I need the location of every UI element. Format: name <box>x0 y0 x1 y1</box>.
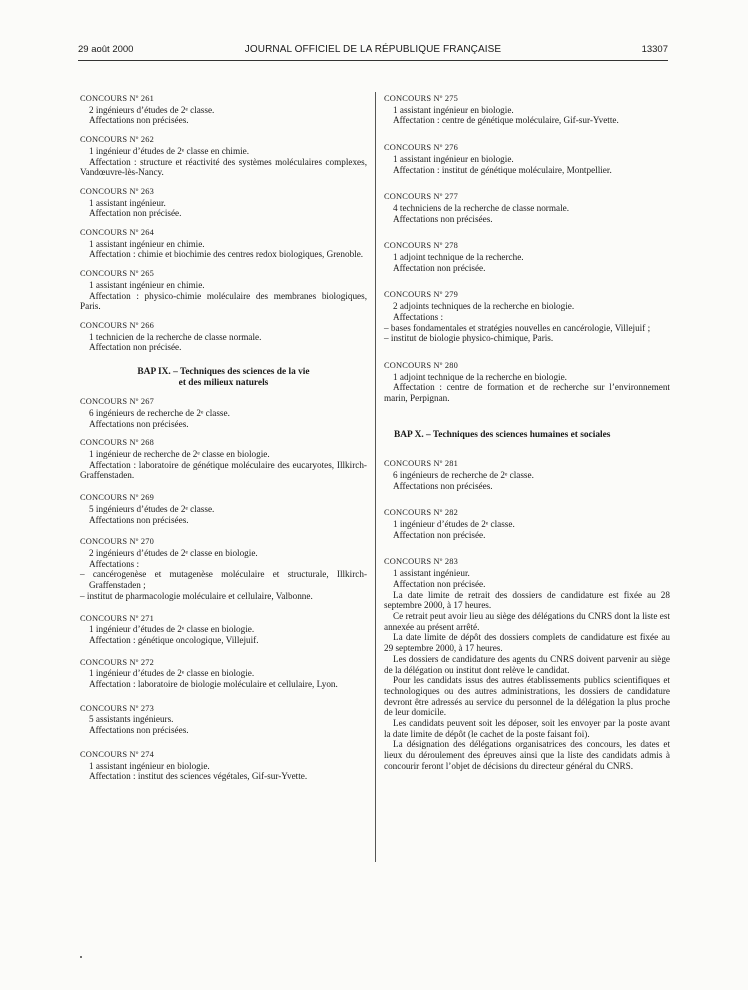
concours-title: CONCOURS Nº 268 <box>80 438 155 448</box>
post-count: 5 assistants ingénieurs. <box>89 714 174 725</box>
closing-provisions <box>384 590 670 772</box>
assignment-item: – institut de biologie physico-chimique, Paris. <box>384 333 554 344</box>
paragraph: La désignation des délégations organisatrices des concours, les dates et lieux du déroulement des épreuves ainsi que la liste des candidats admis à concourir feront l’objet de décisions du directeur général du CNRS. <box>384 739 670 771</box>
assignment: Affectation non précisée. <box>393 529 486 540</box>
assignment: Affectation : génétique oncologique, Villejuif. <box>89 634 259 645</box>
assignment: Affectation : laboratoire de génétique moléculaire des eucaryotes, Illkirch-Graffenstaden. <box>80 459 367 481</box>
concours-title: CONCOURS Nº 272 <box>80 657 155 667</box>
assignment: Affectations non précisées. <box>89 115 189 126</box>
concours-261 <box>80 94 367 126</box>
assignment: Affectations non précisées. <box>89 725 189 736</box>
post-count: 6 ingénieurs de recherche de 2ᵉ classe. <box>393 469 534 480</box>
assignment: Affectation : institut de génétique moléculaire, Montpellier. <box>393 164 612 175</box>
post-count: 1 assistant ingénieur en biologie. <box>89 760 210 771</box>
concours-title: CONCOURS Nº 281 <box>384 459 459 469</box>
post-count: 5 ingénieurs d’études de 2ᵉ classe. <box>89 503 215 514</box>
post-count: 1 adjoint technique de la recherche en biologie. <box>393 371 567 382</box>
concours-282 <box>384 508 670 540</box>
right-column <box>384 94 670 772</box>
concours-title: CONCOURS Nº 269 <box>80 493 155 503</box>
post-count: 1 assistant ingénieur. <box>393 568 470 579</box>
assignment-label: Affectations : <box>89 558 140 569</box>
assignment: Affectation : institut des sciences végétales, Gif-sur-Yvette. <box>89 771 308 782</box>
post-count: 1 assistant ingénieur. <box>89 197 166 208</box>
concours-278 <box>384 241 670 273</box>
assignment: Affectation : centre de formation et de recherche sur l’environnement marin, Perpignan. <box>384 382 670 404</box>
concours-title: CONCOURS Nº 279 <box>384 290 459 300</box>
concours-266 <box>80 321 367 353</box>
concours-title: CONCOURS Nº 273 <box>80 703 155 713</box>
concours-title: CONCOURS Nº 263 <box>80 186 155 196</box>
concours-title: CONCOURS Nº 262 <box>80 135 155 145</box>
concours-274 <box>80 750 367 782</box>
concours-title: CONCOURS Nº 278 <box>384 241 459 251</box>
concours-title: CONCOURS Nº 274 <box>80 749 155 759</box>
post-count: 1 technicien de la recherche de classe normale. <box>89 331 262 342</box>
paragraph: Les candidats peuvent soit les déposer, soit les envoyer par la poste avant la date limite de dépôt (le cachet de la poste faisant foi). <box>384 718 670 739</box>
assignment-item: – cancérogenèse et mutagenèse moléculaire et structurale, Illkirch-Graffenstaden ; <box>80 569 367 591</box>
bap-ix-heading: BAP IX. – Techniques des sciences de la vie <box>137 367 310 378</box>
assignment-label: Affectations : <box>393 311 444 322</box>
page-header <box>78 44 668 60</box>
paragraph: Pour les candidats issus des autres établissements publics scientifiques et technologiques ou des autres administrations, les dossiers de candidature devront être adressés au service du personnel de la délégation la plus proche de leur domicile. <box>384 675 670 718</box>
post-count: 1 ingénieur d’études de 2ᵉ classe. <box>393 519 515 530</box>
header-rule <box>78 60 668 61</box>
concours-262 <box>80 135 367 178</box>
assignment-item: – institut de pharmacologie moléculaire et cellulaire, Valbonne. <box>80 590 313 601</box>
concours-264 <box>80 228 367 260</box>
concours-title: CONCOURS Nº 271 <box>80 613 155 623</box>
assignment-item: – bases fondamentales et stratégies nouvelles en cancérologie, Villejuif ; <box>384 322 651 333</box>
assignment: Affectation non précisée. <box>89 342 182 353</box>
post-count: 1 assistant ingénieur en chimie. <box>89 238 205 249</box>
concours-270 <box>80 537 367 601</box>
post-count: 1 assistant ingénieur en biologie. <box>393 104 514 115</box>
concours-279 <box>384 290 670 344</box>
post-count: 2 ingénieurs d’études de 2ᵉ classe en biologie. <box>89 547 258 558</box>
paragraph: Ce retrait peut avoir lieu au siège des délégations du CNRS dont la liste est annexée au présent arrêté. <box>384 610 670 632</box>
post-count: 2 ingénieurs d’études de 2ᵉ classe. <box>89 104 215 115</box>
assignment: Affectations non précisées. <box>89 418 189 429</box>
paragraph: La date limite de dépôt des dossiers complets de candidature est fixée au 29 septembre 2000, à 17 heures. <box>384 632 670 654</box>
concours-273 <box>80 704 367 736</box>
concours-283 <box>384 557 670 589</box>
concours-271 <box>80 614 367 646</box>
assignment: Affectation non précisée. <box>393 578 486 589</box>
assignment: Affectations non précisées. <box>393 213 493 224</box>
concours-title: CONCOURS Nº 280 <box>384 360 459 370</box>
header-date: 29 août 2000 <box>78 44 134 55</box>
assignment: Affectation : laboratoire de biologie moléculaire et cellulaire, Lyon. <box>89 679 338 690</box>
assignment: Affectation : chimie et biochimie des centres redox biologiques, Grenoble. <box>89 249 364 260</box>
concours-263 <box>80 187 367 219</box>
post-count: 1 ingénieur de recherche de 2ᵉ classe en biologie. <box>89 449 270 460</box>
concours-277 <box>384 192 670 224</box>
concours-269 <box>80 493 367 525</box>
concours-268 <box>80 438 367 481</box>
concours-title: CONCOURS Nº 276 <box>384 143 459 153</box>
concours-title: CONCOURS Nº 264 <box>80 228 155 238</box>
column-divider <box>375 92 376 862</box>
concours-title: CONCOURS Nº 277 <box>384 192 459 202</box>
page-number: 13307 <box>641 44 668 55</box>
concours-title: CONCOURS Nº 261 <box>80 94 155 103</box>
post-count: 1 ingénieur d’études de 2ᵉ classe en chimie. <box>89 145 250 156</box>
assignment: Affectations non précisées. <box>89 514 189 525</box>
post-count: 2 adjoints techniques de la recherche en biologie. <box>393 301 575 312</box>
concours-title: CONCOURS Nº 270 <box>80 537 155 547</box>
concours-275 <box>384 94 670 126</box>
concours-title: CONCOURS Nº 282 <box>384 508 459 518</box>
post-count: 1 adjoint technique de la recherche. <box>393 252 524 263</box>
post-count: 1 ingénieur d’études de 2ᵉ classe en biologie. <box>89 668 255 679</box>
concours-title: CONCOURS Nº 267 <box>80 397 155 407</box>
post-count: 1 ingénieur d’études de 2ᵉ classe en biologie. <box>89 624 255 635</box>
concours-267 <box>80 397 367 429</box>
scan-speck <box>80 956 82 958</box>
assignment: Affectation non précisée. <box>89 208 182 219</box>
assignment: Affectation : structure et réactivité des systèmes moléculaires complexes, Vandœuvre-lès-Nancy. <box>80 156 367 178</box>
paragraph: La date limite de retrait des dossiers de candidature est fixée au 28 septembre 2000, à 17 heures. <box>384 589 670 611</box>
assignment: Affectation : physico-chimie moléculaire des membranes biologiques, Paris. <box>80 290 367 312</box>
concours-title: CONCOURS Nº 265 <box>80 269 155 279</box>
journal-title: JOURNAL OFFICIEL DE LA RÉPUBLIQUE FRANÇAISE <box>244 44 502 55</box>
post-count: 1 assistant ingénieur en chimie. <box>89 279 205 290</box>
paragraph: Les dossiers de candidature des agents du CNRS doivent parvenir au siège de la délégation ou institut dont relève le candidat. <box>384 653 670 675</box>
left-column <box>80 94 367 782</box>
concours-276 <box>384 143 670 175</box>
concours-265 <box>80 269 367 312</box>
concours-280 <box>384 361 670 404</box>
bap-x-heading: BAP X. – Techniques des sciences humaines et sociales <box>394 430 611 441</box>
concours-272 <box>80 658 367 690</box>
assignment: Affectations non précisées. <box>393 480 493 491</box>
concours-title: CONCOURS Nº 275 <box>384 94 459 103</box>
post-count: 6 ingénieurs de recherche de 2ᵉ classe. <box>89 407 230 418</box>
post-count: 1 assistant ingénieur en biologie. <box>393 153 514 164</box>
assignment: Affectation : centre de génétique moléculaire, Gif-sur-Yvette. <box>393 115 619 126</box>
concours-title: CONCOURS Nº 283 <box>384 557 459 567</box>
assignment: Affectation non précisée. <box>393 262 486 273</box>
concours-title: CONCOURS Nº 266 <box>80 320 155 330</box>
concours-281 <box>384 459 670 491</box>
post-count: 4 techniciens de la recherche de classe normale. <box>393 202 570 213</box>
bap-ix-heading-cont: et des milieux naturels <box>178 377 269 388</box>
